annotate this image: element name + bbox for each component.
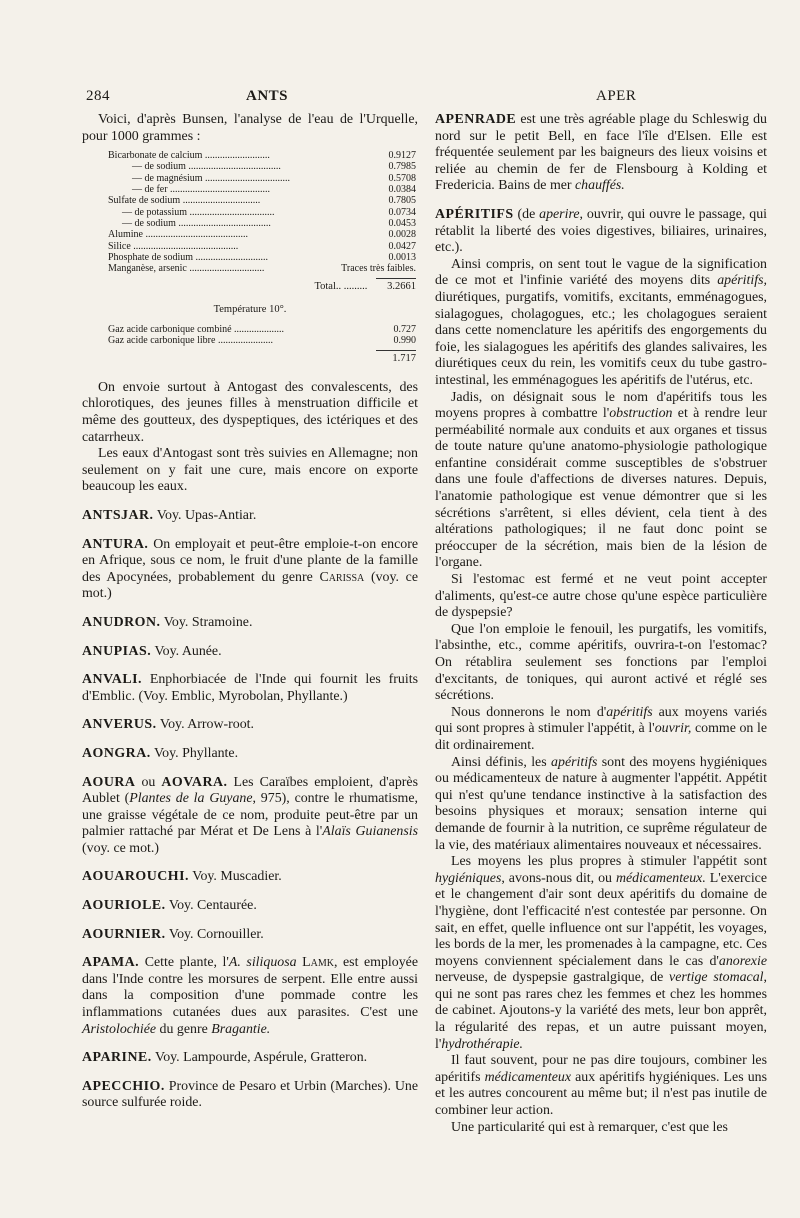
component-value: 0.727	[393, 323, 416, 335]
entry-aournier: AOURNIER. Voy. Cornouiller.	[82, 926, 264, 942]
analysis-row	[82, 184, 418, 195]
left-column	[82, 112, 418, 1112]
analysis-row	[82, 207, 418, 218]
component-name: Manganèse, arsenic ..............................	[108, 263, 265, 275]
component-value: 0.7805	[388, 195, 416, 207]
paragraph: Une particularité qui est à remarquer, c'est que les	[451, 1119, 728, 1135]
component-name: — de sodium .....................................	[132, 161, 281, 173]
analysis-intro: Voici, d'après Bunsen, l'analyse de l'eau de l'Urquelle, pour 1000 grammes :	[82, 112, 418, 144]
analysis-total: Total.. ......... 3.2661	[82, 278, 416, 296]
component-name: Silice ..........................................	[108, 240, 239, 252]
component-value: 0.0734	[388, 206, 416, 218]
analysis-row	[82, 241, 418, 252]
component-value: 0.0427	[388, 240, 416, 252]
component-value: 0.990	[393, 334, 416, 346]
entry-antsjar: ANTSJAR. Voy. Upas-Antiar.	[82, 507, 257, 523]
component-name: Gaz acide carbonique combiné ....................	[108, 323, 285, 335]
headword: ANVERUS.	[82, 717, 157, 733]
headword: ANUPIAS.	[82, 643, 152, 659]
headword: APENRADE	[435, 112, 517, 127]
entry-aoura: AOURA ou AOVARA. Les Caraïbes emploient, d'après Aublet (Plantes de la Guyane, 975), contre le rhumatisme, une graisse végétale de ce nom, produite peut-être par un palmier rattaché par Mérat et De Lens à l'Alaïs Guianensis (voy. ce mot.)	[82, 774, 418, 856]
analysis-row	[82, 263, 418, 274]
component-value: 0.0013	[388, 251, 416, 263]
entry-aouarouchi: AOUAROUCHI. Voy. Muscadier.	[82, 869, 282, 885]
component-value: 0.0028	[388, 229, 416, 241]
entry-apama: APAMA. Cette plante, l'A. siliquosa Lamk, est employée dans l'Inde contre les morsures de serpent. Elle entre aussi dans la composition d'une pommade contre les inflammations cutanées dues aux parasites. C'est une Aristolochiée du genre Bragantie.	[82, 955, 418, 1037]
component-value: 0.9127	[388, 150, 416, 162]
right-column	[435, 112, 767, 1136]
entry-aouriole: AOURIOLE. Voy. Centaurée.	[82, 898, 257, 914]
analysis-row	[82, 324, 418, 335]
component-name: — de sodium .....................................	[122, 217, 271, 229]
entry-aparine: APARINE. Voy. Lampourde, Aspérule, Gratteron.	[82, 1050, 368, 1066]
temperature-line: Température 10°.	[213, 304, 287, 316]
water-analysis-table	[82, 150, 418, 274]
entry-anupias: ANUPIAS. Voy. Aunée.	[82, 643, 222, 659]
running-head-right: APER	[596, 88, 637, 104]
headword: AOURA	[82, 774, 136, 790]
headword: AOUAROUCHI.	[82, 869, 189, 885]
component-name: Sulfate de sodium ...............................	[108, 195, 261, 207]
headword: ANTURA.	[82, 536, 149, 552]
component-value: Traces très faibles.	[341, 263, 416, 275]
headword: ANTSJAR.	[82, 507, 154, 523]
paragraph: Si l'estomac est fermé et ne veut point accepter d'aliments, qu'est-ce autre chose qu'une espèce particulière de dyspepsie?	[435, 572, 767, 621]
analysis-row	[82, 195, 418, 206]
page-number: 284	[86, 88, 110, 104]
paragraph: Ainsi définis, les apéritifs sont des moyens hygiéniques ou médicamenteux de nature à augmenter l'appétit. Appétit qui n'est qu'une tendance instinctive à la satisfaction des besoins physiques et moraux; sensation interne qui demande de fournir à la nutrition, ce suprême régulateur de la vie, des matériaux alimentaires nouveaux et nécessaires.	[435, 754, 768, 853]
component-value: 0.0453	[388, 217, 416, 229]
headword: ANVALI.	[82, 672, 142, 688]
headword: AOURIOLE.	[82, 898, 166, 914]
analysis-row	[82, 173, 418, 184]
analysis-row	[82, 335, 418, 346]
headword: APAMA.	[82, 955, 140, 971]
paragraph: Les moyens les plus propres à stimuler l'appétit sont hygiéniques, avons-nous dit, ou médicamenteux. L'exercice et le changement d'air sont deux apéritifs du domaine de l'hygiène, dont l'efficacité n'est contestée par personne. On sait, en effet, quelle influence ont sur l'appétit, les voyages, les bords de la mer, les promenades à la campagne, etc. Ces moyens conviennent spécialement dans le cas d'anorexie nerveuse, de dyspepsie gastralgique, de vertige stomacal, qui ne sont pas rares chez les femmes et chez les hommes de cabinet. Ajoutons-y la variété des mets, leur bon apprêt, la régularité des repas, et un autre puissant moyen, l'hydrothérapie.	[435, 854, 768, 1052]
analysis-row	[82, 252, 418, 263]
analysis-row	[82, 150, 418, 161]
component-name: — de magnésium ..................................	[132, 172, 291, 184]
component-value: 0.5708	[388, 172, 416, 184]
component-value: 0.7985	[388, 161, 416, 173]
component-value: 0.0384	[388, 184, 416, 196]
gas-table	[82, 324, 418, 347]
component-name: Bicarbonate de calcium ..........................	[108, 150, 270, 162]
headword: APECCHIO.	[82, 1078, 165, 1094]
headword: APARINE.	[82, 1050, 152, 1066]
paragraph: Les eaux d'Antogast sont très suivies en Allemagne; non seulement on y fait une cure, mais encore on exporte beaucoup les eaux.	[82, 446, 418, 495]
component-name: Phosphate de sodium .............................	[108, 251, 268, 263]
component-name: Alumine .........................................	[108, 229, 248, 241]
running-head-left: ANTS	[246, 88, 289, 104]
entry-aperitifs: APÉRITIFS (de aperire, ouvrir, qui ouvre le passage, qui rétablit la liberté des voies digestives, biliaires, urinaires, etc.).	[435, 206, 767, 256]
entry-anvali: ANVALI. Enphorbiacée de l'Inde qui fournit les fruits d'Emblic. (Voy. Emblic, Myrobolan, Phyllante.)	[82, 672, 418, 704]
headword: AONGRA.	[82, 745, 151, 761]
analysis-row	[82, 161, 418, 172]
paragraph: Il faut souvent, pour ne pas dire toujours, combiner les apéritifs médicamenteux aux apéritifs hygiéniques. Les uns et les autres concourent au même but; il n'est pas inutile de combiner leur action.	[435, 1053, 767, 1119]
paragraph: Jadis, on désignait sous le nom d'apéritifs tous les moyens propres à combattre l'obstruction et à rendre leur perméabilité normale aux conduits et aux organes et tissus de toute nature qu'une anatomo-physiologie pathologique enfantine considérait comme susceptibles de s'obstruer dans une foule d'affections de diverses natures. Depuis, l'anatomie pathologique est venue démontrer que si les sécrétions s'arrêtent, si elles dévient, cela tient à des altérations pathologiques; il ne faut donc point se préoccuper de la sécrétion, mais bien de la lésion de l'organe.	[435, 389, 768, 571]
component-name: Gaz acide carbonique libre ......................	[108, 334, 273, 346]
headword: ANUDRON.	[82, 614, 161, 630]
analysis-row	[82, 218, 418, 229]
analysis-row	[82, 229, 418, 240]
headword: APÉRITIFS	[435, 206, 514, 222]
entry-apenrade: APENRADE est une très agréable plage du Schleswig du nord sur le petit Bell, en face l'île d'Elsen. Elle est fréquentée seulement par les baigneurs des lieux voisins et reliée au chemin de fer de Flensbourg à Kolding et Fredericia. Bains de mer chauffés.	[435, 112, 767, 194]
gas-total: 1.717	[82, 350, 416, 368]
entry-anverus: ANVERUS. Voy. Arrow-root.	[82, 717, 254, 733]
component-name: — de potassium ..................................	[122, 206, 275, 218]
entry-aongra: AONGRA. Voy. Phyllante.	[82, 745, 239, 761]
paragraph: Nous donnerons le nom d'apéritifs aux moyens variés qui sont propres à stimuler l'appétit, à l'ouvrir, comme on le dit ordinairement.	[435, 704, 767, 753]
paragraph: Que l'on emploie le fenouil, les purgatifs, les vomitifs, l'absinthe, etc., comme apéritifs, ouvrira-t-on l'estomac? On rétablira seulement ses fonctions par l'emploi d'excitants, de toniques, qui auront activé et réglé ses sécrétions.	[435, 621, 767, 704]
paragraph: On envoie surtout à Antogast des convalescents, des chlorotiques, des jeunes filles à menstruation difficile et même des goutteux, des dyspeptiques, des ictériques et des catarrheux.	[82, 379, 418, 445]
headword: AOURNIER.	[82, 926, 166, 942]
paragraph: Ainsi compris, on sent tout le vague de la signification de ce mot et l'infinie variété des moyens dits apéritifs, diurétiques, purgatifs, vomitifs, excitants, emménagogues, sialagogues, cholagogues, etc.; les cholagogues seraient dans cette nomenclature les apéritifs des engorgements du foie, les sialagogues les apéritifs des glandes salivaires, les diurétiques ceux du rein, les vomitifs ceux du tube gastro-intestinal, les emménagogues les apéritifs de l'utérus, etc.	[435, 256, 767, 388]
entry-antura: ANTURA. On employait et peut-être emploie-t-on encore en Afrique, sous ce nom, le fruit d'une plante de la famille des Apocynées, probablement du genre Carissa (voy. ce mot.)	[82, 536, 418, 602]
entry-anudron: ANUDRON. Voy. Stramoine.	[82, 614, 253, 630]
headword: AOVARA.	[161, 774, 228, 790]
page-header	[86, 88, 734, 110]
entry-apecchio: APECCHIO. Province de Pesaro et Urbin (Marches). Une source sulfurée roide.	[82, 1078, 418, 1111]
component-name: — de fer ........................................	[132, 184, 271, 196]
